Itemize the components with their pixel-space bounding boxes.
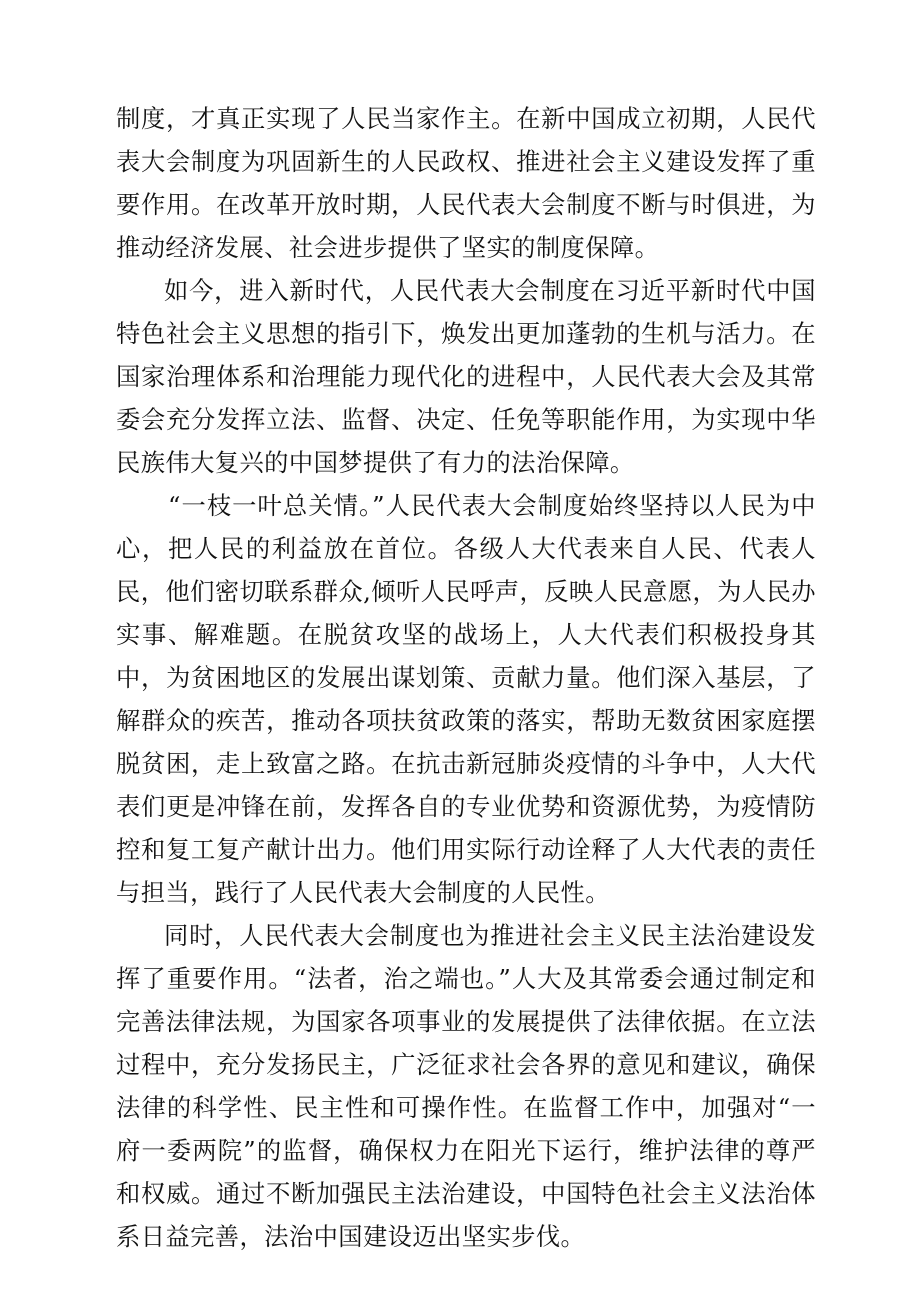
paragraph-1: 制度，才真正实现了人民当家作主。在新中国成立初期，人民代表大会制度为巩固新生的人民政权、推进社会主义建设发挥了重要作用。在改革开放时期，人民代表大会制度不断与时俱进，为推动经济发展、社会进步提供了坚实的制度保障。 [116,104,816,262]
paragraph-2: 如今，进入新时代，人民代表大会制度在习近平新时代中国特色社会主义思想的指引下，焕发出更加蓬勃的生机与活力。在国家治理体系和治理能力现代化的进程中，人民代表大会及其常委会充分发挥立法、监督、决定、任免等职能作用，为实现中华民族伟大复兴的中国梦提供了有力的法治保障。 [116,276,816,477]
paragraph-3: “一枝一叶总关情。”人民代表大会制度始终坚持以人民为中心，把人民的利益放在首位。各级人大代表来自人民、代表人民，他们密切联系群众,倾听人民呼声，反映人民意愿，为人民办实事、解难题。在脱贫攻坚的战场上，人大代表们积极投身其中，为贫困地区的发展出谋划策、贡献力量。他们深入基层，了解群众的疾苦，推动各项扶贫政策的落实，帮助无数贫困家庭摆脱贫困，走上致富之路。在抗击新冠肺炎疫情的斗争中，人大代表们更是冲锋在前，发挥各自的专业优势和资源优势，为疫情防控和复工复产献计出力。他们用实际行动诠释了人大代表的责任与担当，践行了人民代表大会制度的人民性。 [116,491,816,907]
document-body [116,97,816,1258]
paragraph-4: 同时，人民代表大会制度也为推进社会主义民主法治建设发挥了重要作用。“法者，治之端也。”人大及其常委会通过制定和完善法律法规，为国家各项事业的发展提供了法律依据。在立法过程中，充分发扬民主，广泛征求社会各界的意见和建议，确保法律的科学性、民主性和可操作性。在监督工作中，加强对“一府一委两院”的监督，确保权力在阳光下运行，维护法律的尊严和权威。通过不断加强民主法治建设，中国特色社会主义法治体系日益完善，法治中国建设迈出坚实步伐。 [116,921,816,1251]
